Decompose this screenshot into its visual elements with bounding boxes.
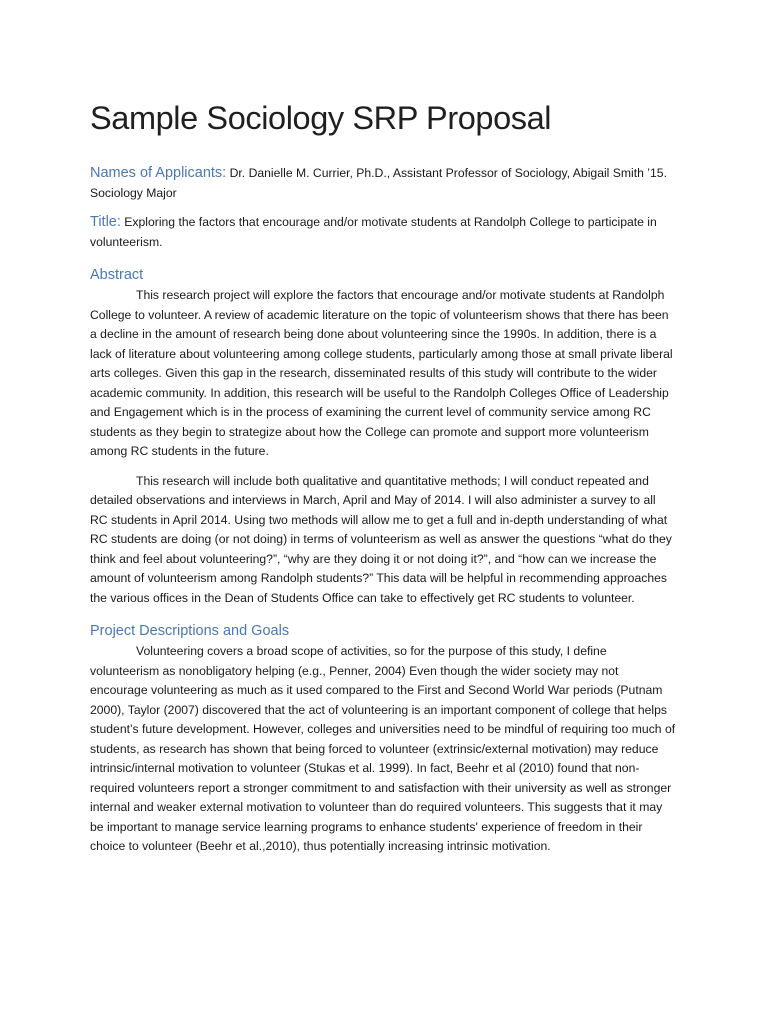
document-title: Sample Sociology SRP Proposal	[90, 100, 552, 136]
applicants-value: Dr. Danielle M. Currier, Ph.D., Assistant Professor of Sociology, Abigail Smith ’15. Sociology Major	[90, 166, 667, 200]
project-title-field	[90, 213, 676, 252]
abstract-paragraph: This research will include both qualitative and quantitative methods; I will conduct repeated and detailed observations and interviews in March, April and May of 2014. I will also administer a survey to all RC students in April 2014. Using two methods will allow me to get a full and in-depth understanding of what RC students are doing (or not doing) in terms of volunteerism as well as answer the questions “what do they think and feel about volunteering?”, “why are they doing it or not doing it?”, and “how can we increase the amount of volunteerism among Randolph students?” This data will be helpful in recommending approaches the various offices in the Dean of Students Office can take to effectively get RC students to volunteer.	[90, 473, 672, 605]
project-title-label: Title:	[90, 214, 121, 230]
applicants-field	[90, 164, 676, 203]
project-goals-heading: Project Descriptions and Goals	[90, 623, 290, 639]
project-goals-paragraph: Volunteering covers a broad scope of activities, so for the purpose of this study, I define volunteerism as nonobligatory helping (e.g., Penner, 2004) Even though the wider society may not encourage volunteering as much as it used compared to the First and Second World War periods (Putnam 2000), Taylor (2007) discovered that the act of volunteering is an important component of college that helps student’s future development. However, colleges and universities need to be mindful of requiring too much of students, as research has shown that being forced to volunteer (extrinsic/external motivation) may reduce intrinsic/internal motivation to volunteer (Stukas et al. 1999). In fact, Beehr et al (2010) found that non-required volunteers report a stronger commitment to and satisfaction with their university as well as stronger internal and weaker external motivation to volunteer than do required volunteers. This suggests that it may be important to manage service learning programs to enhance students' experience of freedom in their choice to volunteer (Beehr et al.,2010), thus potentially increasing intrinsic motivation.	[90, 644, 676, 853]
abstract-heading: Abstract	[90, 267, 144, 283]
document-body	[90, 98, 676, 867]
project-title-value: Exploring the factors that encourage and/or motivate students at Randolph College to participate in volunteerism.	[90, 215, 657, 249]
applicants-label: Names of Applicants:	[90, 165, 227, 181]
abstract-paragraph: This research project will explore the factors that encourage and/or motivate students at Randolph College to volunteer. A review of academic literature on the topic of volunteerism shows that there has been a decline in the amount of research being done about volunteering since the 1990s. In addition, there is a lack of literature about volunteering among college students, particularly among those at small private liberal arts colleges. Given this gap in the research, disseminated results of this study will contribute to the wider academic community. In addition, this research will be useful to the Randolph Colleges Office of Leadership and Engagement which is in the process of examining the current level of community service among RC students as they begin to strategize about how the College can promote and support more volunteerism among RC students in the future.	[90, 288, 673, 458]
